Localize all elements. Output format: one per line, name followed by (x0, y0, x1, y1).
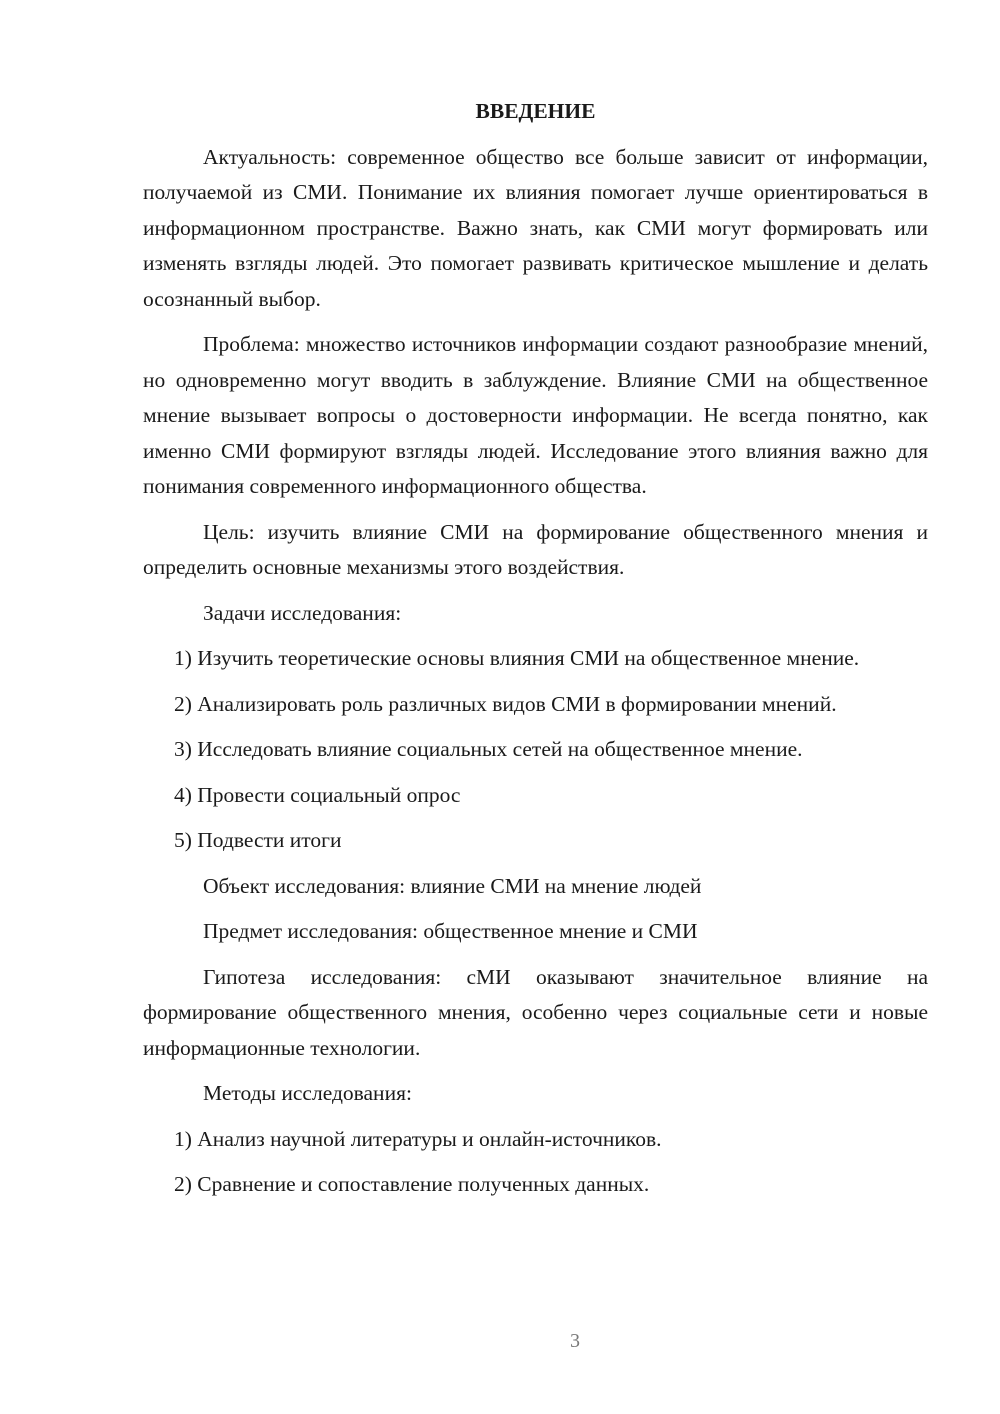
task-item-2: 2) Анализировать роль различных видов СМИ в формировании мнений. (174, 691, 837, 716)
task-item-1: 1) Изучить теоретические основы влияния СМИ на общественное мнение. (174, 646, 860, 670)
page-content (143, 94, 928, 1213)
method-item-1: 1) Анализ научной литературы и онлайн-источников. (174, 1126, 662, 1151)
research-subject: Предмет исследования: общественное мнение и СМИ (203, 919, 698, 943)
research-object: Объект исследования: влияние СМИ на мнение людей (203, 873, 702, 898)
goal-paragraph: Цель: изучить влияние СМИ на формирование общественного мнения и определить основные механизмы этого воздействия. (143, 519, 928, 579)
method-item-2: 2) Сравнение и сопоставление полученных данных. (174, 1172, 650, 1196)
task-item-3: 3) Исследовать влияние социальных сетей на общественное мнение. (174, 737, 803, 761)
section-title: ВВЕДЕНИЕ (475, 99, 596, 123)
hypothesis-paragraph: Гипотеза исследования: сМИ оказывают значительное влияние на формирование общественного мнения, особенно через социальные сети и новые информационные технологии. (143, 964, 928, 1060)
page-number: 3 (570, 1330, 580, 1352)
task-item-5: 5) Подвести итоги (174, 828, 342, 852)
relevance-paragraph: Актуальность: современное общество все больше зависит от информации, получаемой из СМИ. Понимание их влияния помогает лучше ориентироваться в информационном пространстве. Важно знать, как СМИ могут формировать или изменять взгляды людей. Это помогает развивать критическое мышление и делать осознанный выбор. (143, 144, 928, 311)
tasks-heading: Задачи исследования: (203, 600, 402, 625)
methods-heading: Методы исследования: (203, 1081, 412, 1105)
problem-paragraph: Проблема: множество источников информации создают разнообразие мнений, но одновременно могут вводить в заблуждение. Влияние СМИ на общественное мнение вызывает вопросы о достоверности информации. Не всегда понятно, как именно СМИ формируют взгляды людей. Исследование этого влияния важно для понимания современного информационного общества. (143, 332, 928, 498)
task-item-4: 4) Провести социальный опрос (174, 782, 461, 807)
